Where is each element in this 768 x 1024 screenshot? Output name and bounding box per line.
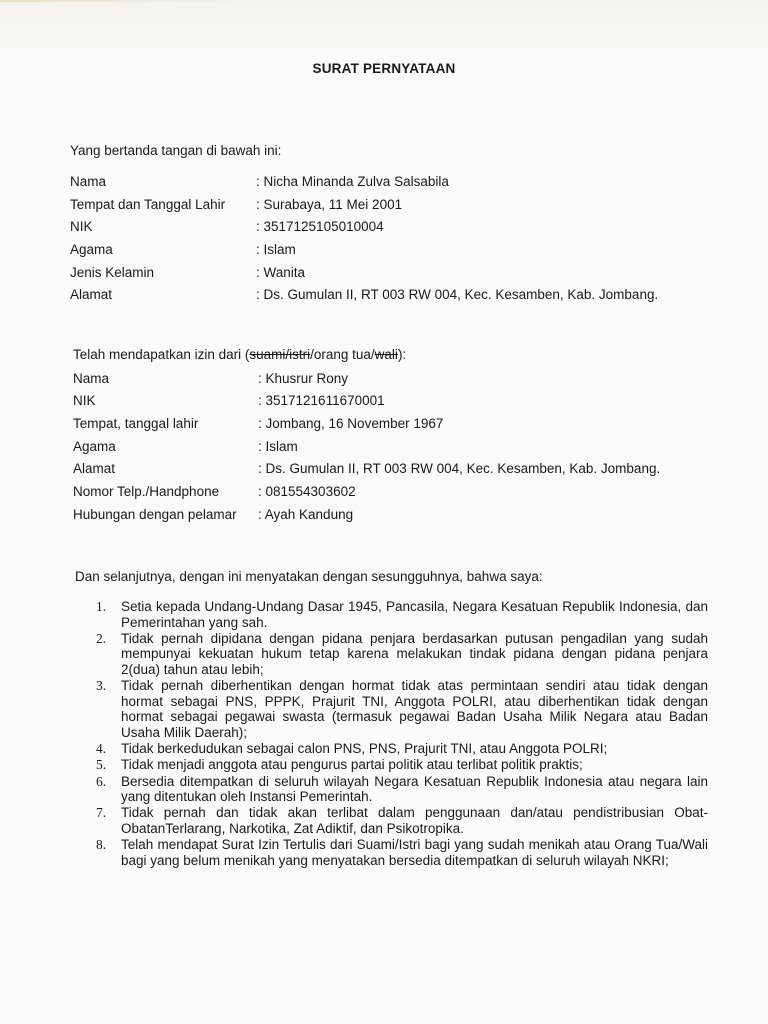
field-label: Nama [73,371,110,386]
item-text: Tidak pernah dipidana dengan pidana penjara berdasarkan putusan pengadilan yang sudah mempunyai kekuatan hukum tetap karena melakukan tindak pidana dengan pidana penjara 2(dua) tahun atau lebih; [121,630,708,677]
field-value: : Jombang, 16 November 1967 [258,416,444,431]
field-label: Tempat dan Tanggal Lahir [70,197,226,212]
permission-middle: /orang tua/ [310,347,375,362]
field-label: Tempat, tanggal lahir [73,416,199,431]
item-text: Tidak pernah diberhentikan dengan hormat tidak atas permintaan sendiri atau tidak dengan hormat sebagai PNS, PPPK, Prajurit TNI, Anggota POLRI, atau diberhentikan tidak dengan hormat sebagai pegawai swasta (termasuk pegawai Badan Usaha Milik Negara atau Badan Usaha Milik Daerah); [121,678,708,740]
field-label: Alamat [70,287,113,302]
field-value: : Khusrur Rony [258,371,349,386]
item-number: 3. [96,678,107,694]
field-value: : Ayah Kandung [258,507,354,522]
item-number: 6. [96,773,107,789]
item-text: Setia kepada Undang-Undang Dasar 1945, Pancasila, Negara Kesatuan Republik Indonesia, dan Pemerintahan yang sah. [121,599,708,630]
item-text: Tidak menjadi anggota atau pengurus partai politik atau terlibat politik praktis; [121,757,583,773]
field-value: : Ds. Gumulan II, RT 003 RW 004, Kec. Kesamben, Kab. Jombang. [258,461,661,476]
list-item [96,757,708,773]
list-item [96,678,708,740]
field-label: Agama [73,439,116,454]
statement-lead: Dan selanjutnya, dengan ini menyatakan dengan sesungguhnya, bahwa saya: [75,569,543,584]
field-value: : 081554303602 [258,484,356,499]
paper-edge [0,0,250,2]
permission-suffix: ): [397,347,407,362]
item-text: Tidak berkedudukan sebagai calon PNS, PNS, Prajurit TNI, atau Anggota POLRI; [121,741,608,757]
item-number: 4. [96,741,107,757]
struck-guardian: wali [374,347,398,362]
field-value: : 3517125105010004 [256,219,384,234]
item-number: 7. [96,805,107,821]
struck-spouse: suami/istri [249,347,311,362]
field-value: : Nicha Minanda Zulva Salsabila [256,174,449,189]
field-value: : Islam [256,242,296,257]
field-label: NIK [73,393,96,408]
field-label: Alamat [73,461,116,476]
list-item [96,741,708,757]
document-title: SURAT PERNYATAAN [312,61,456,76]
list-item [96,837,708,868]
statement-list [96,599,708,869]
field-value: : Ds. Gumulan II, RT 003 RW 004, Kec. Kesamben, Kab. Jombang. [256,287,659,302]
field-label: Agama [70,242,113,257]
field-value: : Islam [258,439,298,454]
item-number: 1. [96,599,107,614]
list-item [96,774,708,805]
list-item [96,599,708,630]
field-value: : Surabaya, 11 Mei 2001 [256,197,403,212]
field-value: : 3517121611670001 [258,393,385,408]
field-label: Nama [70,174,107,189]
item-text: Telah mendapat Surat Izin Tertulis dari Suami/Istri bagi yang sudah menikah atau Orang Tua/Wali bagi yang belum menikah yang menyatakan bersedia ditempatkan di seluruh wilayah NKRI; [121,837,708,868]
field-value: : Wanita [256,265,306,280]
item-text: Bersedia ditempatkan di seluruh wilayah Negara Kesatuan Republik Indonesia atau negara lain yang ditentukan oleh Instansi Pemerintah. [121,773,708,805]
permission-prefix: Telah mendapatkan izin dari ( [73,347,250,362]
intro-text: Yang bertanda tangan di bawah ini: [70,143,282,158]
item-text: Tidak pernah dan tidak akan terlibat dalam penggunaan dan/atau pendistribusian Obat-ObatanTerlarang, Narkotika, Zat Adiktif, dan Psikotropika. [121,805,708,836]
item-number: 2. [96,630,107,646]
item-number: 5. [96,757,107,773]
permission-line [73,347,406,362]
field-label: Jenis Kelamin [70,265,155,280]
field-label: Hubungan dengan pelamar [73,507,237,522]
list-item [96,631,708,678]
field-label: NIK [70,219,93,234]
list-item [96,805,708,836]
field-label: Nomor Telp./Handphone [73,484,220,499]
item-number: 8. [96,837,107,853]
